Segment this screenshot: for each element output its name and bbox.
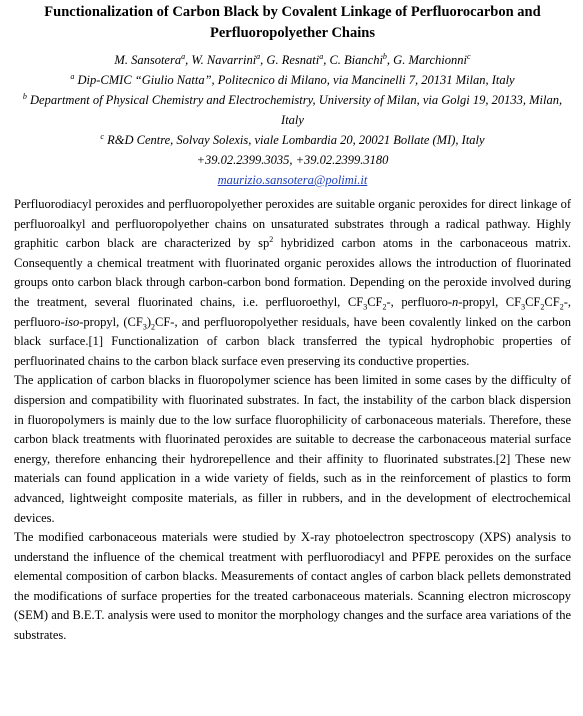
formula-part: ): [146, 314, 151, 329]
author-affiliation-marker: a: [256, 51, 261, 61]
affiliation-marker: b: [22, 91, 27, 101]
affiliation-text: Department of Physical Chemistry and Electrochemistry, University of Milan, via Golgi 19, 20133, Milan, Italy: [30, 93, 563, 127]
text-run: hybridized carbon atoms in the carbonaceous matrix. Consequently a chemical treatment with fluorinated organic peroxides allows the introduction of fluorinated groups onto carbon black through carbon-carbon bond formation. Depending on the peroxide involved during the treatment, several fluorinated chains, i.e. perfluoroethyl,: [14, 236, 571, 309]
paper-title: Functionalization of Carbon Black by Covalent Linkage of Perfluorocarbon and Perfluoropolyether Chains: [44, 4, 541, 41]
email-link[interactable]: maurizio.sansotera@polimi.it: [217, 173, 368, 187]
author-affiliation-marker: a: [181, 51, 186, 61]
subscript: 2: [559, 302, 564, 312]
email-line: [14, 170, 571, 190]
formula-part: CF: [347, 294, 364, 309]
affiliation-marker: c: [100, 131, 104, 141]
formula-part: CF: [525, 294, 541, 309]
paragraph-2: The application of carbon blacks in fluoropolymer science has been limited in some cases by the difficulty of dispersion and compatibility with fluorinated substrates. In fact, the instability of the carbon black dispersion in fluoropolymers is mainly due to the low surface fluorophilicity of carbonaceous materials. Therefore, these carbon black treatments with fluorinated peroxides are suitable to decrease the carbonaceous material surface energy, therefore enhancing their hydrorepellence and their affinity to fluorinated substrates.[2] These new materials can found application in a wide variety of fields, such as in the reinforcement of plastics to form advanced, lightweight composite materials, as filler in rubbers, and in the development of electrochemical devices.: [14, 373, 571, 525]
subscript: 2: [151, 322, 155, 332]
affiliation-b: [14, 90, 571, 130]
author-affiliation-marker: c: [467, 51, 471, 61]
italic-run: iso: [64, 314, 80, 329]
text-run: -, perfluoro-: [386, 294, 453, 309]
author-name: M. Sansotera: [114, 53, 182, 67]
paper-page: [0, 2, 583, 716]
text-run: Perfluorodiacyl peroxides and perfluoropolyether peroxides are suitable organic peroxides for direct linkage of perfluoroalkyl and perfluoropolyether chains on unsaturated substrates through a radical pathway. Highly graphitic carbon black are characterized by sp: [14, 197, 571, 251]
author-list: M. Sansotera$^a$, W. Navarrini$^a$, G. Resnati$^a$, C. Bianchi$^b$, G. Marchionni$^c$: [114, 51, 471, 67]
author-name: G. Marchionni: [393, 53, 468, 67]
formula-part: CF: [544, 294, 560, 309]
paragraph-1: [14, 195, 571, 371]
subscript: 2: [540, 302, 545, 312]
affiliation-marker: a: [70, 71, 75, 81]
text-run: CF-, and perfluoropolyether residuals, have been covalently linked on the carbon black surface.[1] Functionalization of carbon black transferred the typical hydrophobic properties of perfluorinated chains to the carbon black surface even preserving its conductive properties.: [14, 314, 571, 368]
affiliation-c: [14, 130, 571, 150]
phone-numbers: +39.02.2399.3035, +39.02.2399.3180: [196, 153, 389, 167]
author-name: W. Navarrini: [191, 53, 257, 67]
subscript: 3: [142, 322, 147, 332]
formula-part: CF: [367, 294, 383, 309]
subscript: 3: [363, 302, 368, 312]
paragraph-3: The modified carbonaceous materials were studied by X-ray photoelectron spectroscopy (XPS) analysis to understand the influence of the chemical treatment with perfluorodiacyl and PFPE peroxides on the surface elemental composition of carbon blacks. Measurements of contact angles of carbon black pellets demonstrated the modifications of surface properties for the treated carbonaceous materials. Scanning electron microscopy (SEM) and B.E.T. analysis were used to monitor the morphology changes and the surface area variations of the substrates.: [14, 530, 571, 643]
author-affiliation-marker: a: [319, 51, 324, 61]
affiliation-text: Dip-CMIC “Giulio Natta”, Politecnico di Milano, via Mancinelli 7, 20131 Milan, Italy: [77, 73, 515, 87]
subscript: 3: [521, 302, 526, 312]
formula-part: CF: [505, 294, 522, 309]
affiliation-text: R&D Centre, Solvay Solexis, viale Lombardia 20, 20021 Bollate (MI), Italy: [107, 133, 485, 147]
author-affiliation-marker: b: [382, 51, 387, 61]
subscript: 2: [382, 302, 387, 312]
superscript: 2: [269, 235, 274, 245]
text-run: -, perfluoro-: [14, 294, 571, 329]
formula-part: -propyl, (CF: [79, 314, 143, 329]
author-name: G. Resnati: [266, 53, 320, 67]
text-run: -propyl,: [458, 294, 506, 309]
author-name: C. Bianchi: [329, 53, 383, 67]
abstract-body: [14, 195, 571, 646]
affiliation-a: [14, 70, 571, 90]
italic-run: n: [452, 294, 459, 309]
